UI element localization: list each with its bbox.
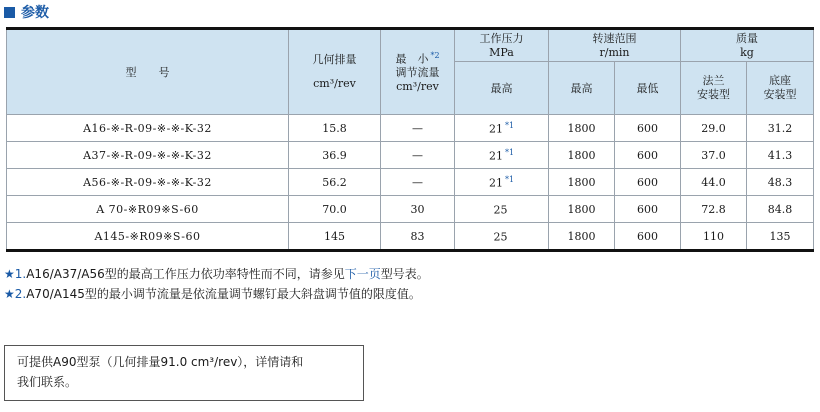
mass-foot-cell xyxy=(747,115,814,142)
mass-foot-cell xyxy=(747,196,814,223)
section-marker-icon xyxy=(4,7,15,18)
header-mass-flange xyxy=(681,62,747,115)
pressure-cell-value: 25 xyxy=(493,230,508,244)
speed-max-cell xyxy=(549,223,615,251)
table-row xyxy=(7,223,814,251)
footnote-1-marker: ★1. xyxy=(4,267,27,281)
min-flow-cell-value: 30 xyxy=(410,202,425,216)
header-row-1 xyxy=(7,29,814,62)
header-min-flow-unit: cm³/rev xyxy=(396,79,439,93)
mass-flange-cell-value: 110 xyxy=(703,229,724,243)
header-pressure-unit: MPa xyxy=(489,45,514,59)
header-displacement-label: 几何排量 xyxy=(312,53,357,67)
min-flow-cell-value: — xyxy=(412,175,423,189)
speed-min-cell xyxy=(615,115,681,142)
header-mass-label: 质量 xyxy=(736,31,758,45)
header-pressure xyxy=(455,29,549,62)
displacement-cell-value: 145 xyxy=(324,229,345,243)
displacement-cell xyxy=(289,223,381,251)
info-line-1: 可提供A90型泵（几何排量91.0 cm³/rev），详情请和 xyxy=(17,355,304,369)
displacement-cell-value: 70.0 xyxy=(322,202,347,216)
pressure-cell xyxy=(455,115,549,142)
speed-max-cell-value: 1800 xyxy=(567,121,596,135)
mass-foot-cell xyxy=(747,223,814,251)
header-flange-top: 法兰 xyxy=(702,74,725,88)
mass-flange-cell xyxy=(681,169,747,196)
displacement-cell xyxy=(289,142,381,169)
header-foot-bottom: 安装型 xyxy=(763,88,797,101)
min-flow-cell xyxy=(381,223,455,251)
displacement-cell xyxy=(289,115,381,142)
pressure-note-star: *1 xyxy=(504,120,515,130)
next-page-link[interactable]: 下一页 xyxy=(344,267,381,281)
mass-foot-cell-value: 48.3 xyxy=(767,175,793,189)
speed-max-cell xyxy=(549,115,615,142)
mass-flange-cell-value: 44.0 xyxy=(701,175,726,189)
table-row xyxy=(7,142,814,169)
pressure-cell-value: 25 xyxy=(493,203,508,217)
header-mass xyxy=(681,29,814,62)
pressure-cell-value: 21 xyxy=(488,149,503,163)
model-cell xyxy=(7,142,289,169)
spec-table-body xyxy=(7,115,814,251)
min-flow-cell-value: 83 xyxy=(410,229,425,243)
displacement-cell-value: 56.2 xyxy=(322,175,347,189)
speed-min-cell-value: 600 xyxy=(637,175,658,189)
pressure-note-star: *1 xyxy=(504,174,515,184)
min-flow-cell-value: — xyxy=(412,148,423,162)
header-min-flow-top: 最 小 xyxy=(395,52,429,66)
pressure-cell xyxy=(455,142,549,169)
spec-table xyxy=(6,27,814,252)
displacement-cell-value: 36.9 xyxy=(322,148,347,162)
displacement-cell xyxy=(289,169,381,196)
speed-min-cell-value: 600 xyxy=(637,202,658,216)
info-line-2: 我们联系。 xyxy=(17,375,78,389)
header-min-flow-star: *2 xyxy=(430,50,440,60)
header-displacement xyxy=(289,29,381,115)
speed-max-cell-value: 1800 xyxy=(567,175,596,189)
min-flow-cell xyxy=(381,142,455,169)
mass-flange-cell-value: 37.0 xyxy=(701,148,726,162)
footnote-1-tail: 型号表。 xyxy=(380,267,429,281)
header-min-flow-bottom: 调节流量 xyxy=(395,65,440,79)
speed-min-cell-value: 600 xyxy=(637,121,658,135)
header-speed-min: 最低 xyxy=(615,62,681,115)
min-flow-cell-value: — xyxy=(412,121,423,135)
header-foot-top: 底座 xyxy=(769,74,791,88)
model-cell-value: A56-※-R-09-※-※-K-32 xyxy=(83,175,212,189)
model-cell xyxy=(7,169,289,196)
table-row xyxy=(7,169,814,196)
info-box xyxy=(4,345,364,401)
mass-flange-cell xyxy=(681,142,747,169)
table-row xyxy=(7,115,814,142)
speed-min-cell xyxy=(615,223,681,251)
model-cell xyxy=(7,115,289,142)
model-cell-value: A145-※R09※S-60 xyxy=(94,229,201,243)
mass-foot-cell xyxy=(747,142,814,169)
speed-min-cell-value: 600 xyxy=(637,148,658,162)
mass-flange-cell xyxy=(681,223,747,251)
speed-max-cell-value: 1800 xyxy=(567,148,596,162)
model-cell-value: A16-※-R-09-※-※-K-32 xyxy=(83,121,212,135)
table-row xyxy=(7,196,814,223)
mass-flange-cell-value: 72.8 xyxy=(701,202,726,216)
section-title xyxy=(4,2,49,22)
model-cell-value: A37-※-R-09-※-※-K-32 xyxy=(83,148,212,162)
speed-max-cell-value: 1800 xyxy=(567,202,596,216)
footnote-1-text: A16/A37/A56型的最高工作压力依功率特性而不同，请参见 xyxy=(26,267,345,281)
speed-min-cell xyxy=(615,196,681,223)
speed-min-cell xyxy=(615,169,681,196)
header-min-flow xyxy=(381,29,455,115)
speed-max-cell xyxy=(549,196,615,223)
header-speed-unit: r/min xyxy=(599,45,630,59)
footnote-2 xyxy=(4,284,429,304)
pressure-note-star: *1 xyxy=(504,147,515,157)
speed-max-cell-value: 1800 xyxy=(567,229,596,243)
speed-max-cell xyxy=(549,142,615,169)
header-model: 型 号 xyxy=(7,29,289,115)
header-flange-bottom: 安装型 xyxy=(697,88,730,101)
mass-foot-cell-value: 84.8 xyxy=(767,202,793,216)
speed-min-cell-value: 600 xyxy=(637,229,658,243)
min-flow-cell xyxy=(381,196,455,223)
displacement-cell-value: 15.8 xyxy=(322,121,347,135)
model-cell xyxy=(7,223,289,251)
speed-max-cell xyxy=(549,169,615,196)
mass-foot-cell xyxy=(747,169,814,196)
footnote-1 xyxy=(4,264,429,284)
speed-min-cell xyxy=(615,142,681,169)
header-pressure-max: 最高 xyxy=(455,62,549,115)
pressure-cell-value: 21 xyxy=(488,122,503,136)
header-displacement-unit: cm³/rev xyxy=(313,77,356,90)
section-title-text: 参数 xyxy=(21,5,49,21)
pressure-cell xyxy=(455,169,549,196)
mass-foot-cell-value: 135 xyxy=(769,229,791,243)
header-mass-unit: kg xyxy=(740,45,754,59)
mass-flange-cell xyxy=(681,196,747,223)
model-cell xyxy=(7,196,289,223)
pressure-cell xyxy=(455,196,549,223)
header-speed xyxy=(549,29,681,62)
footnote-2-marker: ★2. xyxy=(4,287,27,301)
pressure-cell-value: 21 xyxy=(488,176,503,190)
pressure-cell xyxy=(455,223,549,251)
header-pressure-label: 工作压力 xyxy=(479,31,524,45)
min-flow-cell xyxy=(381,115,455,142)
header-mass-foot xyxy=(747,62,814,115)
footnote-2-text: A70/A145型的最小调节流量是依流量调节螺钉最大斜盘调节值的限度值。 xyxy=(26,287,421,301)
header-speed-max: 最高 xyxy=(549,62,615,115)
displacement-cell xyxy=(289,196,381,223)
footnotes xyxy=(4,264,429,304)
min-flow-cell xyxy=(381,169,455,196)
mass-foot-cell-value: 41.3 xyxy=(767,148,793,162)
model-cell-value: A 70-※R09※S-60 xyxy=(96,202,199,216)
mass-foot-cell-value: 31.2 xyxy=(767,121,793,135)
header-speed-label: 转速范围 xyxy=(592,31,637,45)
mass-flange-cell xyxy=(681,115,747,142)
mass-flange-cell-value: 29.0 xyxy=(701,121,726,135)
